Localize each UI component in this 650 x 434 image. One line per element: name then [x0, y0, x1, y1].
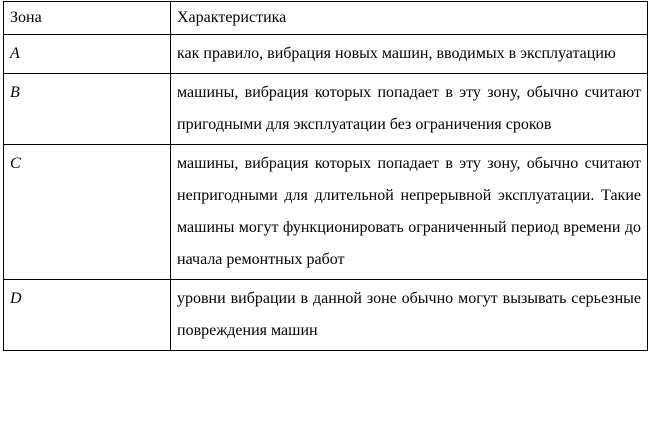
zone-label: D: [4, 280, 171, 351]
zone-description: машины, вибрация которых попадает в эту зону, обычно считают пригодными для эксплуатации без ограничения сроков: [171, 74, 648, 145]
table-row-zone-d: [4, 280, 648, 351]
zone-label: A: [4, 35, 171, 74]
zone-description: как правило, вибрация новых машин, вводимых в эксплуатацию: [171, 35, 648, 74]
table-row-zone-c: [4, 145, 648, 280]
zone-description: машины, вибрация которых попадает в эту зону, обычно считают непригодными для длительной непрерывной эксплуатации. Такие машины могут функционировать ограниченный период времени до начала ремонтных работ: [171, 145, 648, 280]
zone-label: B: [4, 74, 171, 145]
table-header-row: [4, 2, 648, 35]
table-row-zone-a: [4, 35, 648, 74]
zone-label: C: [4, 145, 171, 280]
table-row-zone-b: [4, 74, 648, 145]
header-characteristic: Характеристика: [171, 2, 648, 35]
header-zone: Зона: [4, 2, 171, 35]
vibration-zones-table: [3, 1, 648, 351]
zone-description: уровни вибрации в данной зоне обычно могут вызывать серьезные повреждения машин: [171, 280, 648, 351]
